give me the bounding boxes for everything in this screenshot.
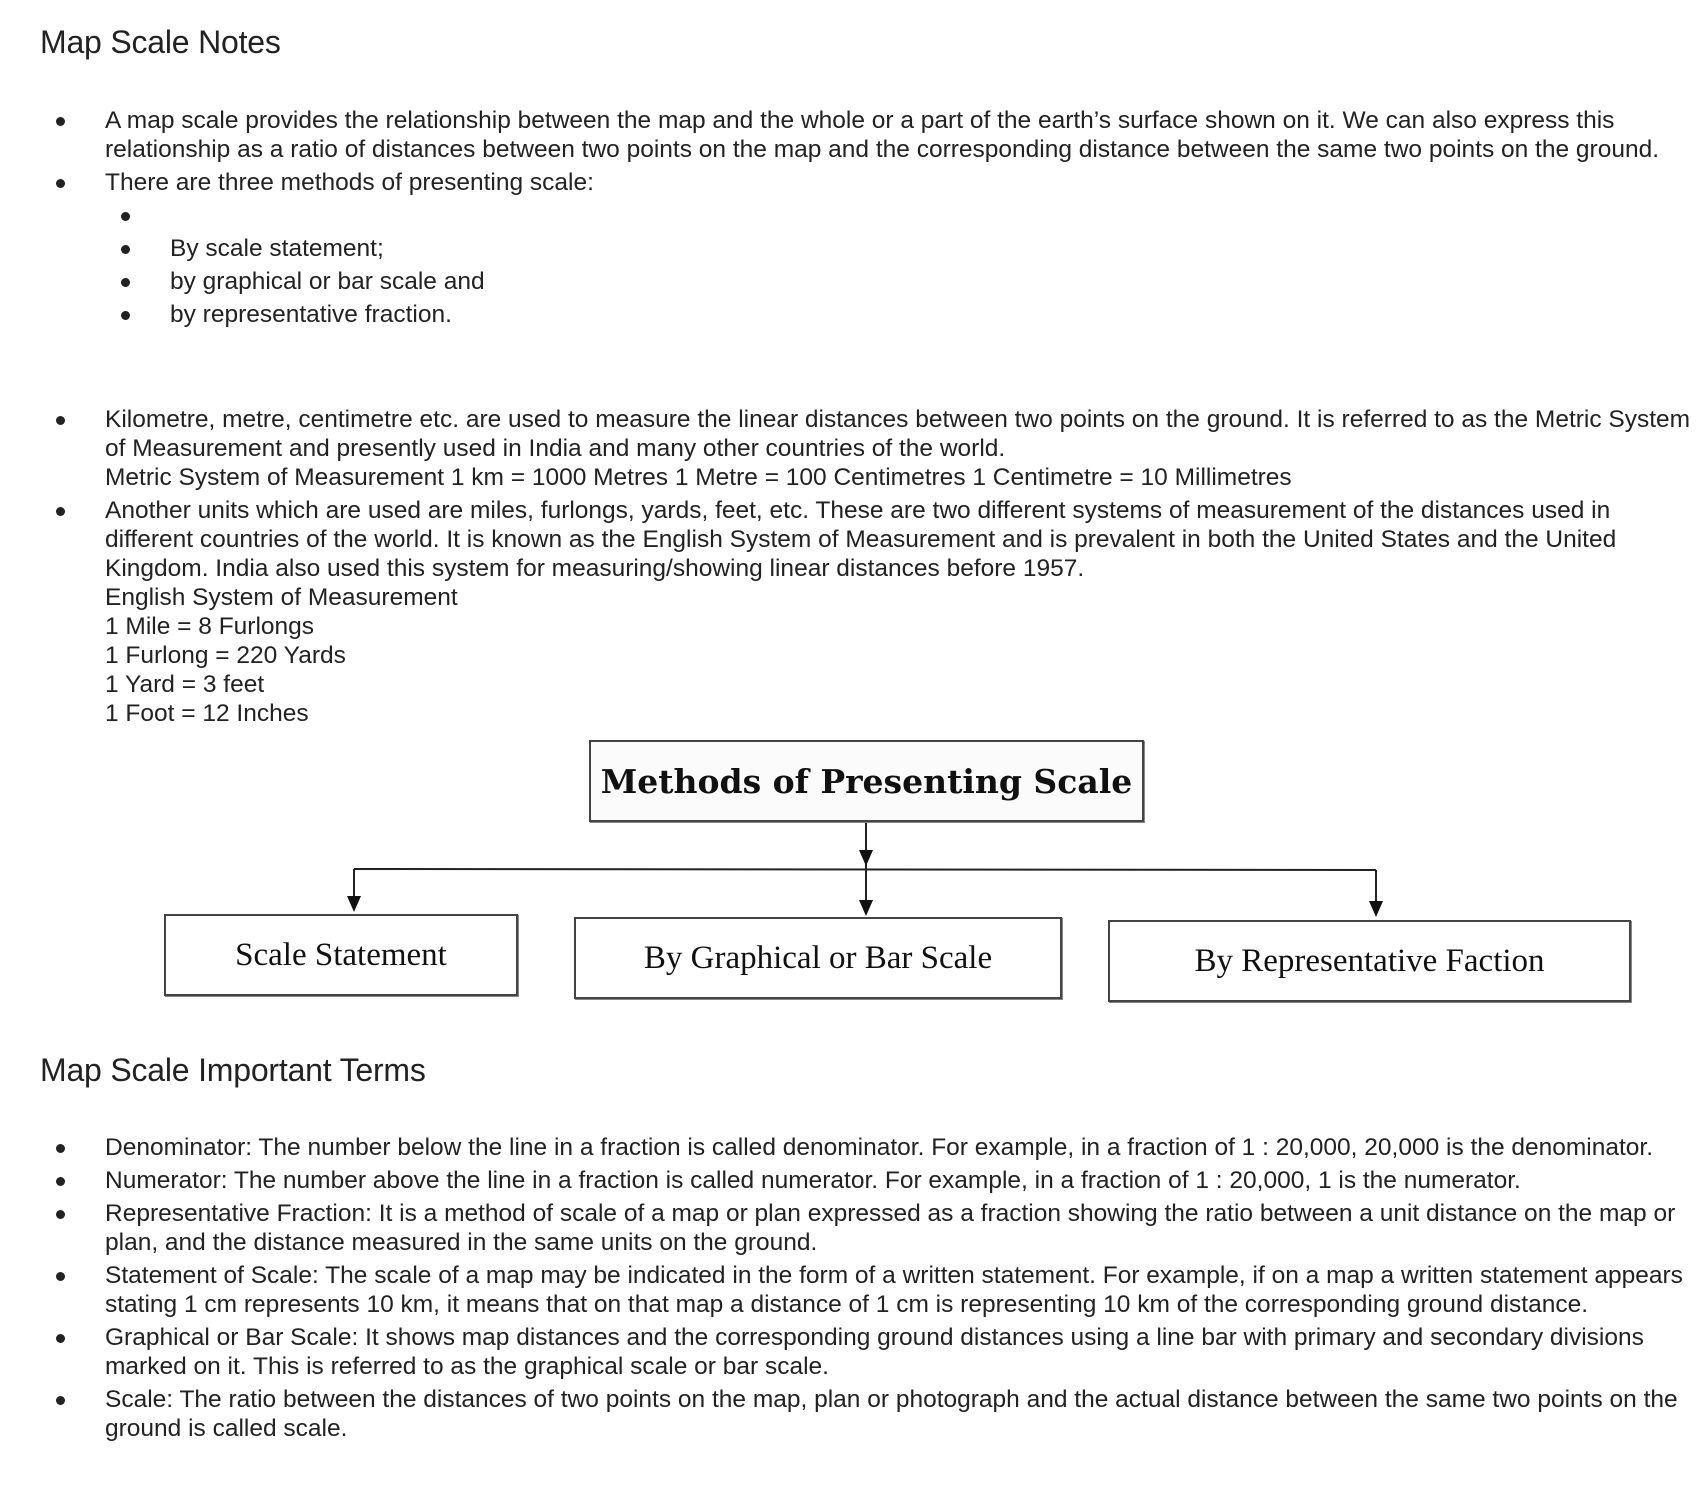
term-item-representative-fraction	[40, 1199, 1700, 1257]
conversion-line: 1 Mile = 8 Furlongs	[105, 613, 315, 640]
term-text: Representative Fraction: It is a method of scale of a map or plan expressed as a fraction showing the ratio between a unit distance on the map or plan, and the distance measured in the same units on the ground.	[105, 1200, 1676, 1256]
bullet-icon	[121, 245, 130, 254]
diagram-node-graphical-bar-scale	[574, 917, 1062, 999]
bullet-icon	[121, 212, 130, 221]
term-text: Scale: The ratio between the distances of two points on the map, plan or photograph and the actual distance between the same two points on the ground is called scale.	[105, 1386, 1678, 1442]
sublist-item-text: by representative fraction.	[170, 301, 452, 328]
list-item-text: Kilometre, metre, centimetre etc. are used to measure the linear distances between two points on the ground. It is referred to as the Metric System of Measurement and presently used in India and many other countries of the world.	[105, 406, 1691, 462]
term-item-denominator	[40, 1133, 1700, 1162]
term-item-graphical-bar-scale	[40, 1323, 1700, 1381]
term-item-scale	[40, 1385, 1700, 1443]
term-text: Graphical or Bar Scale: It shows map distances and the corresponding ground distances using a line bar with primary and secondary divisions marked on it. This is referred to as the graphical scale or bar scale.	[105, 1324, 1644, 1380]
sublist-item-text: By scale statement;	[170, 235, 384, 262]
bullet-icon	[56, 1272, 65, 1281]
list-item-text: Another units which are used are miles, furlongs, yards, feet, etc. These are two different systems of measurement of the distances used in different countries of the world. It is known as the English System of Measurement and is prevalent in both the United States and the United Kingdom. India also used this system for measuring/showing linear distances before 1957.	[105, 497, 1617, 582]
list-item	[40, 405, 1700, 492]
connector-horizontal-bar	[354, 869, 1376, 870]
bullet-icon	[56, 1396, 65, 1405]
list-item	[40, 496, 1700, 728]
section-title-important-terms: Map Scale Important Terms	[40, 1052, 426, 1088]
bullet-icon	[56, 1177, 65, 1186]
arrowhead-icon	[859, 900, 873, 916]
sublist-item	[105, 300, 1700, 329]
list-item-text: There are three methods of presenting scale:	[105, 169, 594, 196]
sublist-item	[105, 234, 1700, 263]
list-item-text: A map scale provides the relationship between the map and the whole or a part of the earth’s surface shown on it. We can also express this relationship as a ratio of distances between two points on the map and the corresponding distance between the same two points on the ground.	[105, 107, 1660, 163]
arrowhead-icon	[1369, 901, 1383, 917]
terms-list	[40, 1133, 1700, 1447]
bullet-icon	[56, 179, 65, 188]
term-item-numerator	[40, 1166, 1700, 1195]
bullet-icon	[56, 507, 65, 516]
sublist-item-text: by graphical or bar scale and	[170, 268, 485, 295]
bullet-icon	[56, 1334, 65, 1343]
term-text: Denominator: The number below the line in a fraction is called denominator. For example, in a fraction of 1 : 20,000, 20,000 is the denominator.	[105, 1134, 1654, 1161]
bullet-icon	[56, 1210, 65, 1219]
arrowhead-icon	[347, 896, 361, 912]
sublist-item	[105, 267, 1700, 296]
term-item-statement-of-scale	[40, 1261, 1700, 1319]
diagram-root-box	[589, 740, 1144, 822]
bullet-icon	[56, 117, 65, 126]
list-item	[40, 106, 1700, 164]
list-item	[40, 168, 1700, 329]
conversion-line: 1 Foot = 12 Inches	[105, 700, 309, 727]
bullet-icon	[121, 278, 130, 287]
diagram-node-label: By Graphical or Bar Scale	[643, 939, 993, 976]
diagram-root-label: Methods of Presenting Scale	[600, 761, 1133, 801]
bullet-icon	[121, 311, 130, 320]
term-text: Statement of Scale: The scale of a map may be indicated in the form of a written statement. For example, if on a map a written statement appears stating 1 cm represents 10 km, it means that on that map a distance of 1 cm is representing 10 km of the corresponding ground distance.	[105, 1262, 1683, 1318]
bullet-icon	[56, 416, 65, 425]
section-title-map-scale-notes: Map Scale Notes	[40, 24, 281, 60]
measurement-list	[40, 405, 1700, 732]
diagram-node-label: Scale Statement	[235, 936, 447, 973]
diagram-node-scale-statement	[164, 914, 518, 996]
term-text: Numerator: The number above the line in a fraction is called numerator. For example, in a fraction of 1 : 20,000, 1 is the numerator.	[105, 1167, 1521, 1194]
metric-system-line: Metric System of Measurement 1 km = 1000 Metres 1 Metre = 100 Centimetres 1 Centimetre = 10 Millimetres	[105, 464, 1292, 491]
conversion-line: 1 Furlong = 220 Yards	[105, 642, 346, 669]
arrowhead-icon	[859, 850, 873, 866]
english-system-heading: English System of Measurement	[105, 584, 458, 611]
bullet-icon	[56, 1144, 65, 1153]
conversion-line: 1 Yard = 3 feet	[105, 671, 265, 698]
diagram-node-representative-fraction	[1108, 920, 1631, 1002]
diagram-node-label: By Representative Faction	[1194, 942, 1545, 979]
sublist-item	[105, 201, 1700, 230]
methods-sublist	[105, 201, 1700, 329]
notes-list	[40, 106, 1700, 333]
